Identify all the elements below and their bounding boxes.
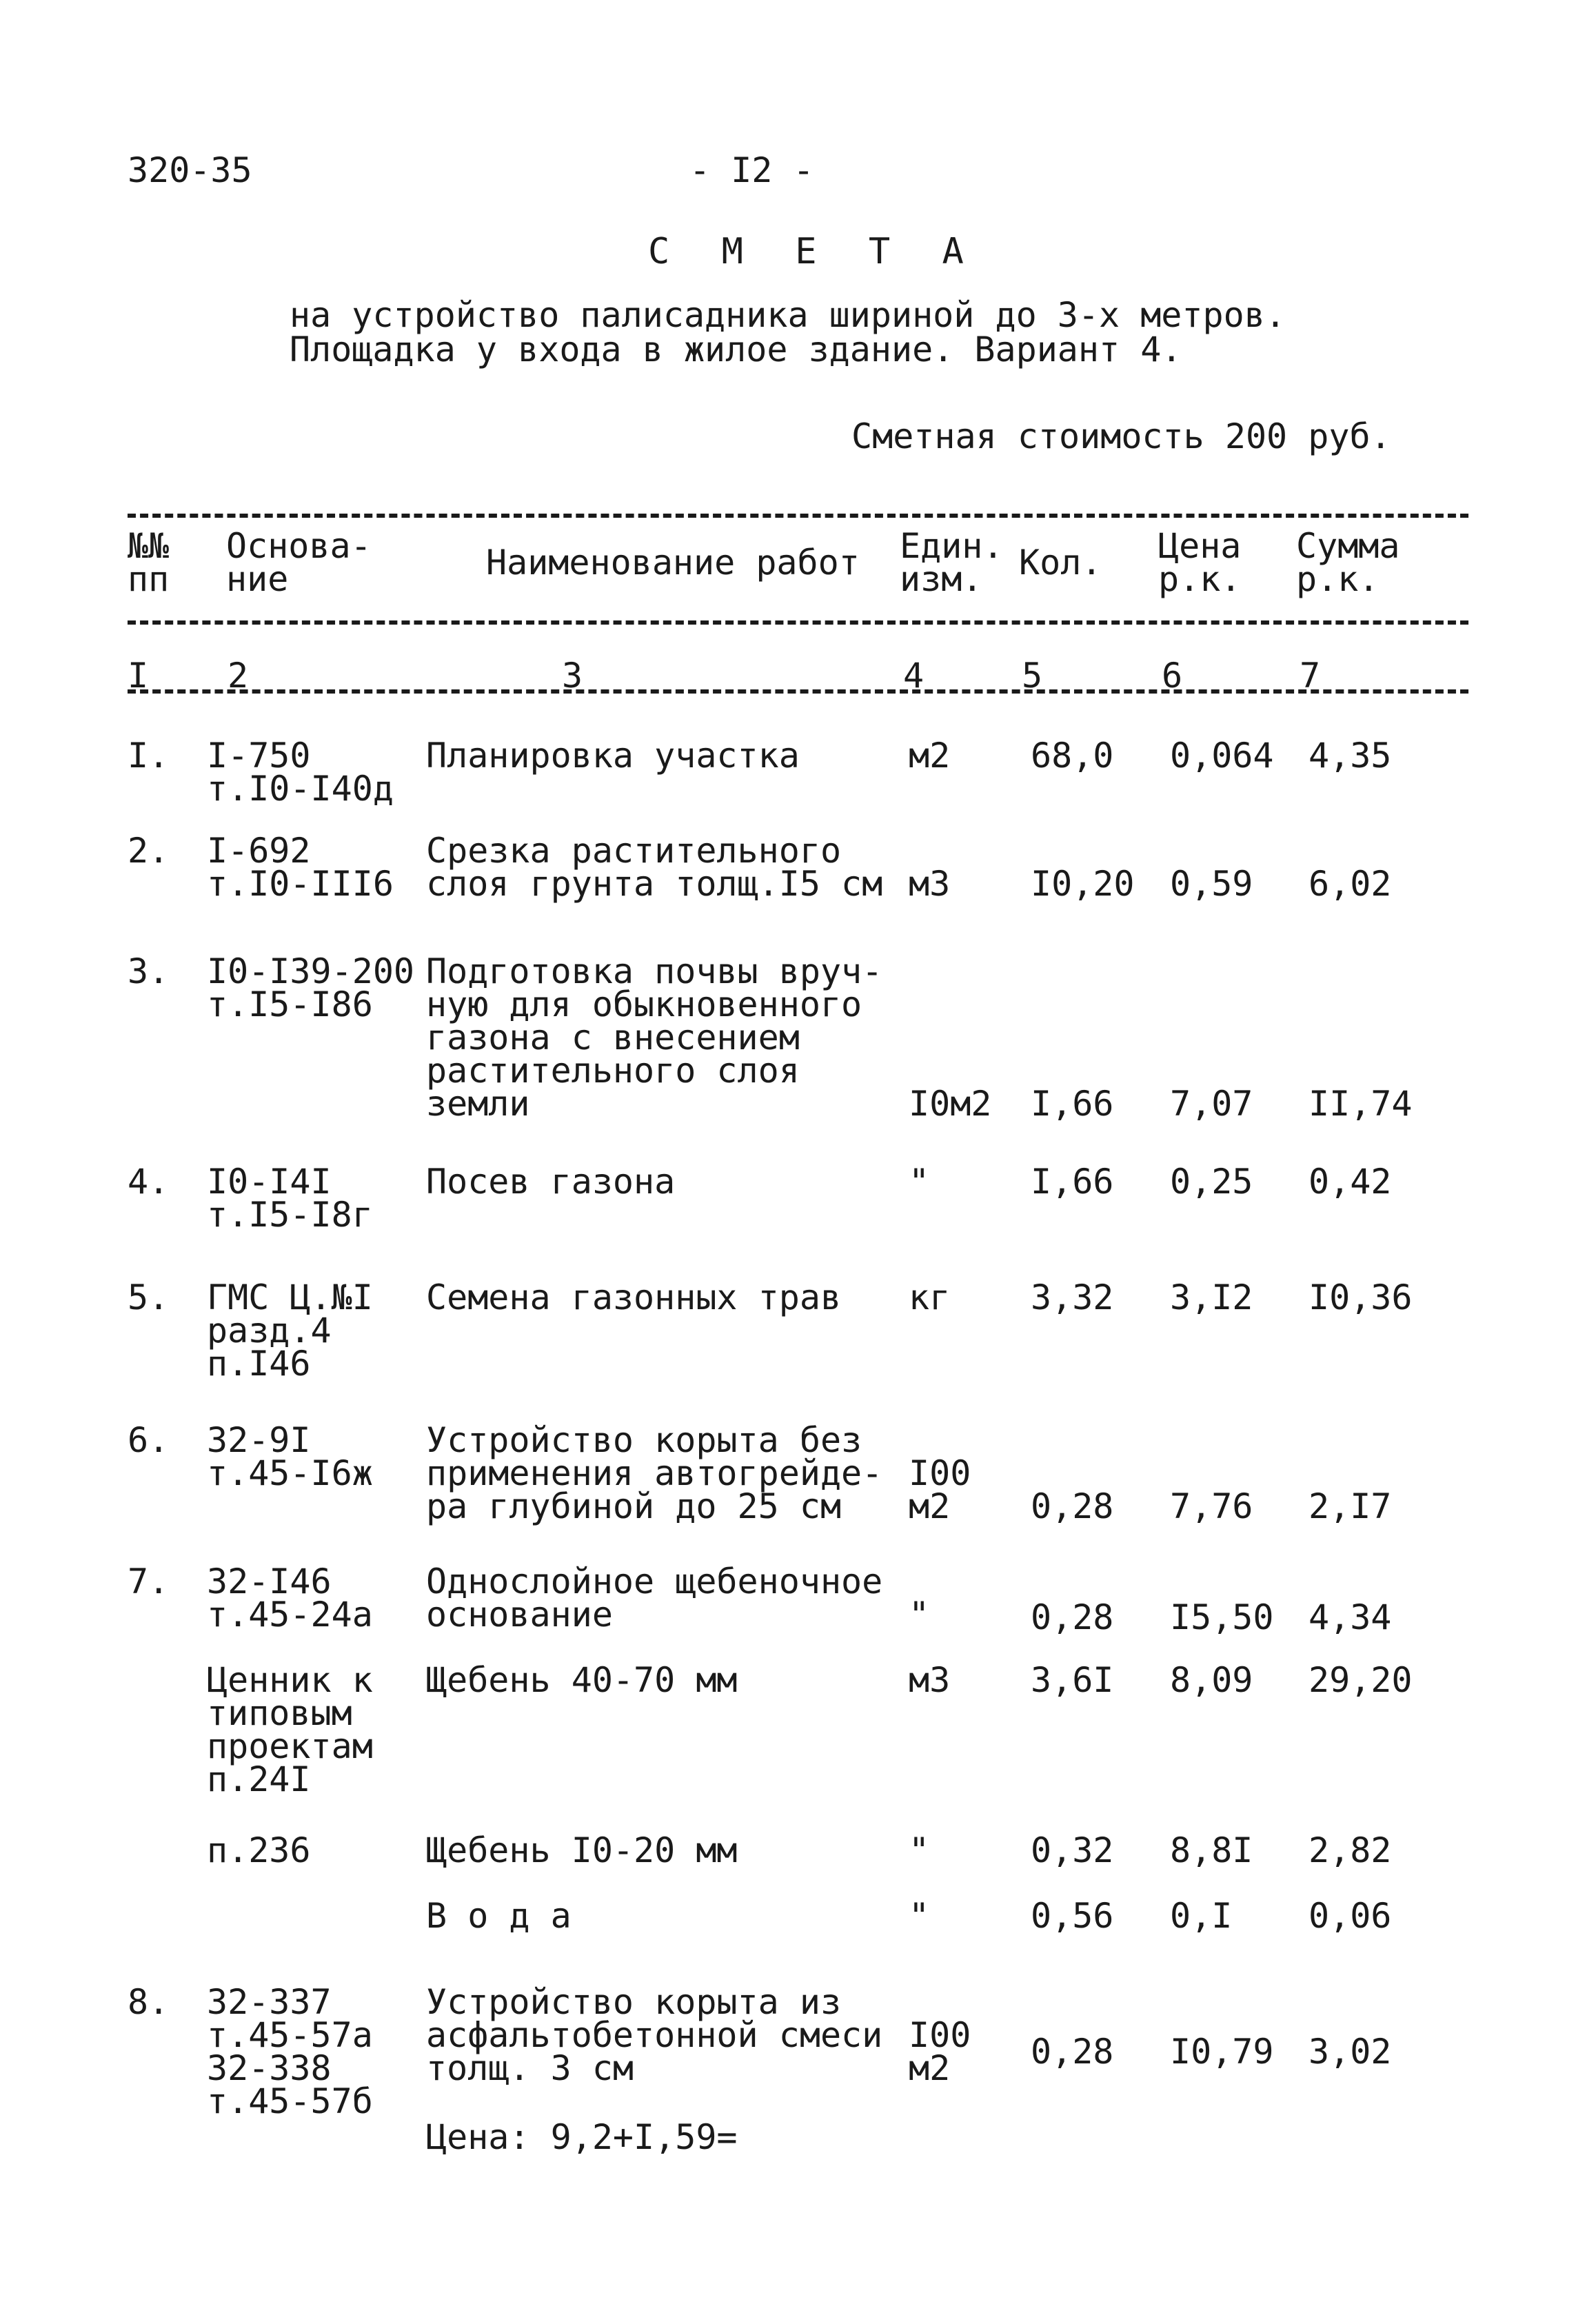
row-sum: 2,82 <box>1309 1830 1392 1870</box>
row-price: 8,09 <box>1170 1660 1253 1700</box>
row-work-name: Срезка растительного слоя грунта толщ.I5 см <box>426 831 883 904</box>
row-sum: 6,02 <box>1309 864 1392 904</box>
row-quantity: 0,28 <box>1031 1597 1114 1637</box>
row-price: 0,064 <box>1170 736 1274 776</box>
col-header-number: №№ пп <box>128 526 170 599</box>
row-work-name: Планировка участка <box>426 736 800 776</box>
column-number: I <box>128 656 149 696</box>
row-sum: 29,20 <box>1309 1660 1413 1700</box>
row-sum: 0,42 <box>1309 1162 1392 1202</box>
row-work-name: Однослойное щебеночное основание <box>426 1562 883 1635</box>
row-price: 0,59 <box>1170 864 1253 904</box>
column-number: 4 <box>903 656 925 696</box>
row-unit: м3 <box>909 1660 951 1700</box>
row-work-name: В о д а <box>426 1896 572 1936</box>
row-quantity: 3,6I <box>1031 1660 1114 1700</box>
row-basis: 32-9I т.45-I6ж <box>207 1420 373 1493</box>
row-unit: " <box>909 1162 930 1202</box>
row-number: 5. <box>128 1277 170 1317</box>
row-quantity: I,66 <box>1031 1084 1114 1124</box>
row-unit: м2 <box>909 736 951 776</box>
row-quantity: 3,32 <box>1031 1277 1114 1317</box>
row-sum: 2,I7 <box>1309 1486 1392 1526</box>
row-work-name: Устройство корыта из асфальтобетонной смеси толщ. 3 см <box>426 1982 883 2088</box>
row-sum: 4,35 <box>1309 736 1392 776</box>
row-number: 7. <box>128 1562 170 1601</box>
row-sum: 0,06 <box>1309 1896 1392 1936</box>
row-work-name: Щебень 40-70 мм <box>426 1660 738 1700</box>
page-number: - I2 - <box>689 150 814 190</box>
row-unit: " <box>909 1896 930 1936</box>
row-price: 3,I2 <box>1170 1277 1253 1317</box>
row-basis: ГМС Ц.№I разд.4 п.I46 <box>207 1277 373 1384</box>
row-quantity: I0,20 <box>1031 864 1135 904</box>
col-header-quantity: Кол. <box>1019 543 1102 583</box>
row-quantity: 0,28 <box>1031 1486 1114 1526</box>
row-unit: I00 м2 <box>909 1453 971 1526</box>
column-number: 5 <box>1022 656 1043 696</box>
row-unit: I00 м2 <box>909 2015 971 2088</box>
subtitle-line-2: Площадка у входа в жилое здание. Вариант 4. <box>290 330 1182 370</box>
row-price: 7,07 <box>1170 1084 1253 1124</box>
row-basis: 32-I46 т.45-24а <box>207 1562 373 1635</box>
row-price: 7,76 <box>1170 1486 1253 1526</box>
col-header-sum: Сумма р.к. <box>1296 526 1400 599</box>
row-quantity: 68,0 <box>1031 736 1114 776</box>
column-number: 7 <box>1300 656 1321 696</box>
row-unit: м3 <box>909 864 951 904</box>
col-header-price: Цена р.к. <box>1158 526 1242 599</box>
row-basis: Ценник к типовым проектам п.24I <box>207 1660 373 1799</box>
row-basis: п.236 <box>207 1830 311 1870</box>
table-top-rule <box>128 514 1468 518</box>
row-number: 8. <box>128 1982 170 2022</box>
column-number: 3 <box>562 656 583 696</box>
header-bottom-rule <box>128 620 1468 625</box>
column-number: 6 <box>1162 656 1183 696</box>
column-number-rule <box>128 689 1468 694</box>
row-unit: " <box>909 1830 930 1870</box>
row-work-name: Посев газона <box>426 1162 676 1202</box>
row-price: 0,25 <box>1170 1162 1253 1202</box>
col-header-basis: Основа- ние <box>226 526 372 599</box>
col-header-unit: Един. изм. <box>900 526 1004 599</box>
row-unit: " <box>909 1595 930 1635</box>
row-price: I5,50 <box>1170 1597 1274 1637</box>
estimated-cost: Сметная стоимость 200 руб. <box>851 416 1391 456</box>
row-number: 6. <box>128 1420 170 1460</box>
row-number: 2. <box>128 831 170 871</box>
row-quantity: I,66 <box>1031 1162 1114 1202</box>
row-unit: I0м2 <box>909 1084 992 1124</box>
row-work-name: Устройство корыта без применения автогрейде- ра глубиной до 25 см <box>426 1420 883 1526</box>
row-work-name: Подготовка почвы вруч- ную для обыкновенного газона с внесением растительного слоя земли <box>426 951 883 1124</box>
subtitle-line-1: на устройство палисадника шириной до 3-х метров. <box>290 295 1286 335</box>
row-price: 0,I <box>1170 1896 1233 1936</box>
row-basis: 32-337 т.45-57а 32-338 т.45-57б <box>207 1982 373 2121</box>
row-sum: 4,34 <box>1309 1597 1392 1637</box>
row-sum: II,74 <box>1309 1084 1413 1124</box>
row-number: 3. <box>128 951 170 991</box>
row-sum: 3,02 <box>1309 2032 1392 2072</box>
row-quantity: 0,56 <box>1031 1896 1114 1936</box>
col-header-work-name: Наименование работ <box>486 543 860 583</box>
row-basis: I0-I4I т.I5-I8г <box>207 1162 373 1235</box>
row-basis: I0-I39-200 т.I5-I86 <box>207 951 415 1024</box>
row-sum: I0,36 <box>1309 1277 1413 1317</box>
row-basis: I-692 т.I0-III6 <box>207 831 394 904</box>
column-number: 2 <box>228 656 249 696</box>
price-formula-note: Цена: 9,2+I,59= <box>426 2117 738 2157</box>
row-quantity: 0,32 <box>1031 1830 1114 1870</box>
row-price: 8,8I <box>1170 1830 1253 1870</box>
document-code: 320-35 <box>128 150 252 190</box>
row-quantity: 0,28 <box>1031 2032 1114 2072</box>
row-price: I0,79 <box>1170 2032 1274 2072</box>
row-unit: кг <box>909 1277 951 1317</box>
row-number: 4. <box>128 1162 170 1202</box>
row-work-name: Щебень I0-20 мм <box>426 1830 738 1870</box>
row-number: I. <box>128 736 170 776</box>
document-title: С М Е Т А <box>648 231 979 272</box>
row-work-name: Семена газонных трав <box>426 1277 842 1317</box>
row-basis: I-750 т.I0-I40д <box>207 736 394 809</box>
